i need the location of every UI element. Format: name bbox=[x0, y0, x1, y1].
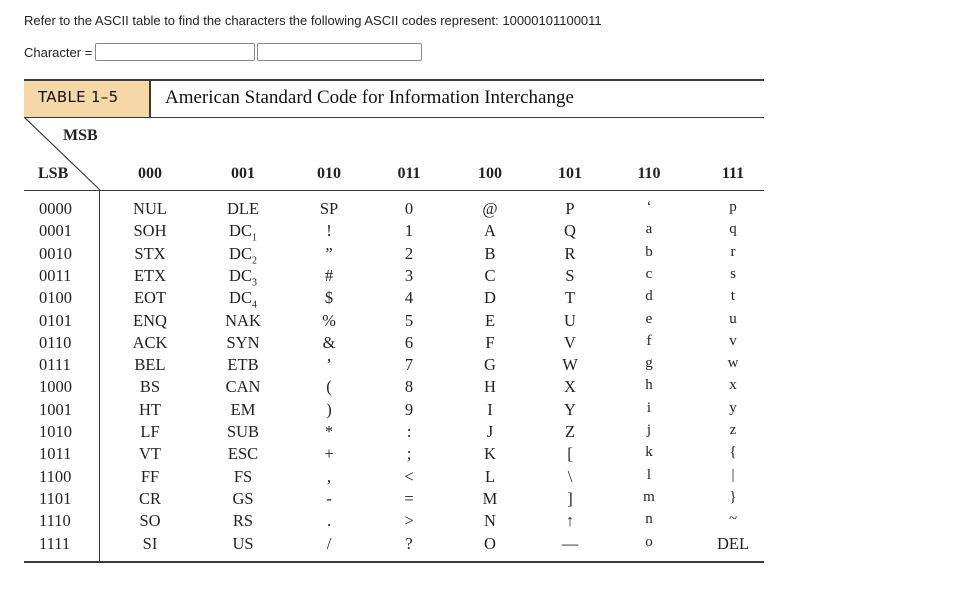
ascii-cell-110-1000: h bbox=[645, 377, 653, 394]
ascii-cell-011-1110: > bbox=[404, 511, 414, 531]
ascii-cell-111-1011: { bbox=[729, 444, 737, 461]
column-header-001: 001 bbox=[231, 165, 255, 182]
lsb-value: 1000 bbox=[39, 377, 72, 397]
ascii-cell-000-1100: FF bbox=[140, 466, 160, 486]
ascii-cell-101-0000: P bbox=[565, 199, 575, 218]
ascii-cell-110-0011: c bbox=[645, 265, 653, 282]
ascii-cell-101-0011: S bbox=[565, 265, 575, 285]
ascii-cell-100-1101: M bbox=[482, 488, 498, 508]
ascii-cell-111-1101: } bbox=[729, 488, 737, 505]
ascii-cell-001-0111: ETB bbox=[227, 355, 259, 375]
ascii-cell-000-0100: EOT bbox=[133, 288, 167, 308]
ascii-cell-101-1101: ] bbox=[567, 488, 573, 508]
ascii-cell-101-1111: — bbox=[561, 533, 579, 553]
lsb-value: 0000 bbox=[39, 199, 72, 218]
lsb-value: 1011 bbox=[39, 444, 72, 464]
ascii-cell-111-0110: v bbox=[729, 332, 737, 349]
question-text: Refer to the ASCII table to find the characters the following ASCII codes represent: 10000101100011 bbox=[24, 13, 602, 28]
ascii-cell-111-0101: u bbox=[729, 310, 737, 327]
ascii-cell-111-1110: ~ bbox=[728, 511, 738, 528]
ascii-cell-011-0111: 7 bbox=[404, 355, 414, 375]
ascii-cell-110-0100: d bbox=[645, 288, 653, 305]
ascii-cell-000-0011: ETX bbox=[133, 265, 167, 285]
ascii-cell-010-1011: + bbox=[324, 444, 334, 464]
column-header-rule bbox=[24, 190, 764, 191]
ascii-cell-001-0100 bbox=[229, 288, 257, 310]
lsb-value: 1010 bbox=[39, 422, 72, 441]
lsb-value: 1001 bbox=[39, 399, 72, 419]
ascii-cell-100-1010: J bbox=[486, 422, 494, 441]
ascii-cell-111-1111: DEL bbox=[716, 533, 750, 553]
lsb-value: 0101 bbox=[39, 310, 72, 330]
character-input-2[interactable] bbox=[257, 43, 422, 61]
ascii-cell-011-1001: 9 bbox=[404, 399, 414, 419]
answer-row bbox=[24, 43, 422, 61]
ascii-cell-100-0100: D bbox=[484, 288, 496, 308]
ascii-cell-101-0100: T bbox=[564, 288, 576, 308]
ascii-cell-111-0111: w bbox=[727, 355, 739, 372]
ascii-cell-101-1011: [ bbox=[567, 444, 573, 464]
ascii-cell-111-1100: | bbox=[731, 466, 735, 483]
ascii-cell-100-0111: G bbox=[484, 355, 496, 375]
ascii-cell-011-1000: 8 bbox=[404, 377, 414, 397]
ascii-cell-001-1000: CAN bbox=[225, 377, 261, 397]
ascii-cell-011-1111: ? bbox=[405, 533, 413, 553]
lsb-value: 0011 bbox=[39, 265, 72, 285]
ascii-cell-010-1111: / bbox=[326, 533, 332, 553]
ascii-cell-110-1111: o bbox=[645, 533, 653, 550]
ascii-cell-010-0110: & bbox=[322, 332, 336, 352]
ascii-cell-111-0100: t bbox=[730, 288, 736, 305]
lsb-value: 0001 bbox=[39, 221, 72, 241]
ascii-cell-100-0011: C bbox=[484, 265, 496, 285]
ascii-cell-110-1001: i bbox=[646, 399, 652, 416]
ascii-cell-010-1010: * bbox=[324, 422, 334, 441]
ascii-cell-010-0100: $ bbox=[324, 288, 334, 308]
ascii-cell-subscript: 1 bbox=[251, 232, 257, 244]
column-header-010: 010 bbox=[317, 165, 341, 182]
ascii-cell-010-1100: , bbox=[326, 466, 332, 486]
ascii-cell-000-1011: VT bbox=[139, 444, 161, 464]
ascii-cell-111-1001: y bbox=[729, 399, 737, 416]
ascii-cell-000-0110: ACK bbox=[132, 332, 168, 352]
ascii-cell-011-0010: 2 bbox=[404, 243, 414, 263]
ascii-cell-100-0000: @ bbox=[482, 199, 498, 218]
ascii-cell-001-1011: ESC bbox=[227, 444, 259, 464]
ascii-cell-010-1001: ) bbox=[326, 399, 332, 419]
lsb-value: 1101 bbox=[39, 488, 72, 508]
ascii-cell-110-1010: j bbox=[646, 422, 652, 438]
ascii-cell-011-0001: 1 bbox=[404, 221, 414, 241]
ascii-cell-000-0010: STX bbox=[134, 243, 166, 263]
ascii-cell-001-1101: GS bbox=[232, 488, 254, 508]
ascii-cell-011-0110: 6 bbox=[404, 332, 414, 352]
column-header-111: 111 bbox=[721, 165, 745, 182]
ascii-cell-110-1100: l bbox=[646, 466, 652, 483]
ascii-cell-111-1000: x bbox=[729, 377, 737, 394]
ascii-cell-111-1010: z bbox=[729, 422, 737, 438]
ascii-cell-100-0010: B bbox=[484, 243, 496, 263]
lsb-label: LSB bbox=[38, 165, 69, 182]
ascii-cell-110-0111: g bbox=[645, 355, 653, 372]
ascii-cell-010-0011: # bbox=[324, 265, 334, 285]
ascii-cell-110-0101: e bbox=[645, 310, 653, 327]
ascii-cell-100-1001: I bbox=[487, 399, 493, 419]
ascii-cell-010-1000: ( bbox=[326, 377, 332, 397]
ascii-cell-011-1101: = bbox=[404, 488, 414, 508]
ascii-cell-111-0001: q bbox=[729, 221, 737, 238]
lsb-value: 0010 bbox=[39, 243, 72, 263]
lsb-value: 1111 bbox=[39, 533, 71, 553]
ascii-cell-110-0110: f bbox=[646, 332, 652, 349]
table-title: American Standard Code for Information Interchange bbox=[165, 87, 574, 108]
ascii-cell-001-1110: RS bbox=[232, 511, 254, 531]
ascii-cell-000-1000: BS bbox=[139, 377, 161, 397]
table-header-divider bbox=[149, 81, 151, 117]
lsb-value: 1100 bbox=[39, 466, 72, 486]
ascii-cell-001-1010: SUB bbox=[226, 422, 260, 441]
ascii-cell-100-0001: A bbox=[484, 221, 496, 241]
ascii-cell-010-0010: ” bbox=[325, 243, 333, 263]
ascii-cell-011-1100: < bbox=[404, 466, 414, 486]
ascii-cell-subscript: 2 bbox=[251, 254, 257, 266]
ascii-cell-000-0000: NUL bbox=[133, 199, 167, 218]
ascii-cell-011-0011: 3 bbox=[404, 265, 414, 285]
ascii-cell-111-0000: p bbox=[729, 199, 737, 215]
ascii-cell-010-1110: . bbox=[326, 511, 332, 531]
ascii-cell-101-0010: R bbox=[564, 243, 576, 263]
ascii-cell-011-0101: 5 bbox=[404, 310, 414, 330]
table-bottom-rule bbox=[24, 561, 764, 563]
ascii-cell-010-1101: - bbox=[326, 488, 332, 508]
lsb-value: 1110 bbox=[39, 511, 71, 531]
ascii-cell-011-0100: 4 bbox=[404, 288, 414, 308]
ascii-cell-100-0110: F bbox=[485, 332, 495, 352]
ascii-cell-011-1010: : bbox=[406, 422, 412, 441]
lsb-value: 0110 bbox=[39, 332, 72, 352]
ascii-cell-101-0001: Q bbox=[564, 221, 576, 241]
character-label: Character = bbox=[24, 44, 93, 60]
table-header-rule bbox=[24, 117, 764, 118]
ascii-cell-101-0111: W bbox=[562, 355, 578, 375]
ascii-cell-010-0000: SP bbox=[319, 199, 339, 218]
ascii-cell-101-1001: Y bbox=[564, 399, 576, 419]
ascii-cell-110-1101: m bbox=[643, 488, 655, 505]
ascii-cell-100-1110: N bbox=[484, 511, 496, 531]
ascii-cell-101-1000: X bbox=[564, 377, 576, 397]
ascii-table bbox=[24, 79, 764, 565]
ascii-cell-001-0110: SYN bbox=[226, 332, 260, 352]
ascii-cell-001-1111: US bbox=[232, 533, 254, 553]
lsb-column-divider bbox=[99, 190, 100, 561]
ascii-cell-011-0000: 0 bbox=[404, 199, 414, 218]
ascii-cell-100-0101: E bbox=[484, 310, 496, 330]
ascii-cell-101-0110: V bbox=[564, 332, 576, 352]
lsb-value: 0111 bbox=[39, 355, 71, 375]
ascii-cell-000-0101: ENQ bbox=[133, 310, 167, 330]
ascii-cell-110-1011: k bbox=[645, 444, 653, 461]
ascii-cell-text: DC bbox=[229, 221, 252, 241]
ascii-cell-010-0001: ! bbox=[326, 221, 332, 241]
ascii-cell-101-1100: \ bbox=[567, 466, 573, 486]
ascii-cell-110-0000: ‘ bbox=[646, 199, 652, 215]
ascii-cell-101-0101: U bbox=[564, 310, 576, 330]
ascii-cell-010-0101: % bbox=[322, 310, 336, 330]
ascii-cell-text: DC bbox=[229, 265, 252, 285]
ascii-cell-001-1001: EM bbox=[230, 399, 256, 419]
ascii-cell-100-1100: L bbox=[484, 466, 496, 486]
column-header-011: 011 bbox=[397, 165, 421, 182]
table-label: TABLE 1–5 bbox=[38, 88, 119, 106]
ascii-cell-001-0010 bbox=[229, 244, 257, 266]
ascii-cell-100-1000: H bbox=[484, 377, 496, 397]
ascii-cell-000-0001: SOH bbox=[133, 221, 167, 241]
column-header-100: 100 bbox=[478, 165, 502, 182]
ascii-cell-000-1110: SO bbox=[139, 511, 161, 531]
ascii-cell-001-0000: DLE bbox=[226, 199, 260, 218]
ascii-cell-text: DC bbox=[229, 288, 252, 308]
ascii-cell-010-0111: ’ bbox=[326, 355, 332, 375]
ascii-cell-text: DC bbox=[229, 243, 252, 263]
ascii-cell-subscript: 4 bbox=[251, 299, 257, 311]
ascii-cell-111-0010: r bbox=[730, 243, 736, 260]
column-header-110: 110 bbox=[637, 165, 661, 182]
lsb-value: 0100 bbox=[39, 288, 72, 308]
ascii-cell-100-1111: O bbox=[484, 533, 496, 553]
ascii-cell-000-1010: LF bbox=[140, 422, 160, 441]
ascii-cell-110-0010: b bbox=[645, 243, 653, 260]
ascii-cell-subscript: 3 bbox=[251, 277, 257, 289]
ascii-cell-110-1110: n bbox=[645, 511, 653, 528]
column-header-101: 101 bbox=[558, 165, 582, 182]
ascii-cell-001-1100: FS bbox=[233, 466, 253, 486]
ascii-cell-001-0011 bbox=[229, 266, 257, 288]
ascii-cell-011-1011: ; bbox=[406, 444, 412, 464]
character-input-1[interactable] bbox=[95, 43, 255, 61]
ascii-cell-110-0001: a bbox=[645, 221, 653, 238]
ascii-cell-000-0111: BEL bbox=[134, 355, 166, 375]
ascii-cell-100-1011: K bbox=[484, 444, 496, 464]
ascii-cell-001-0101: NAK bbox=[225, 310, 261, 330]
ascii-cell-101-1010: Z bbox=[564, 422, 576, 441]
ascii-cell-101-1110: ↑ bbox=[565, 511, 575, 531]
msb-label: MSB bbox=[63, 127, 98, 144]
ascii-cell-111-0011: s bbox=[730, 265, 736, 282]
ascii-cell-000-1001: HT bbox=[139, 399, 161, 419]
ascii-cell-000-1101: CR bbox=[138, 488, 162, 508]
ascii-cell-000-1111: SI bbox=[142, 533, 158, 553]
column-header-000: 000 bbox=[138, 165, 162, 182]
ascii-cell-001-0001 bbox=[229, 221, 257, 243]
